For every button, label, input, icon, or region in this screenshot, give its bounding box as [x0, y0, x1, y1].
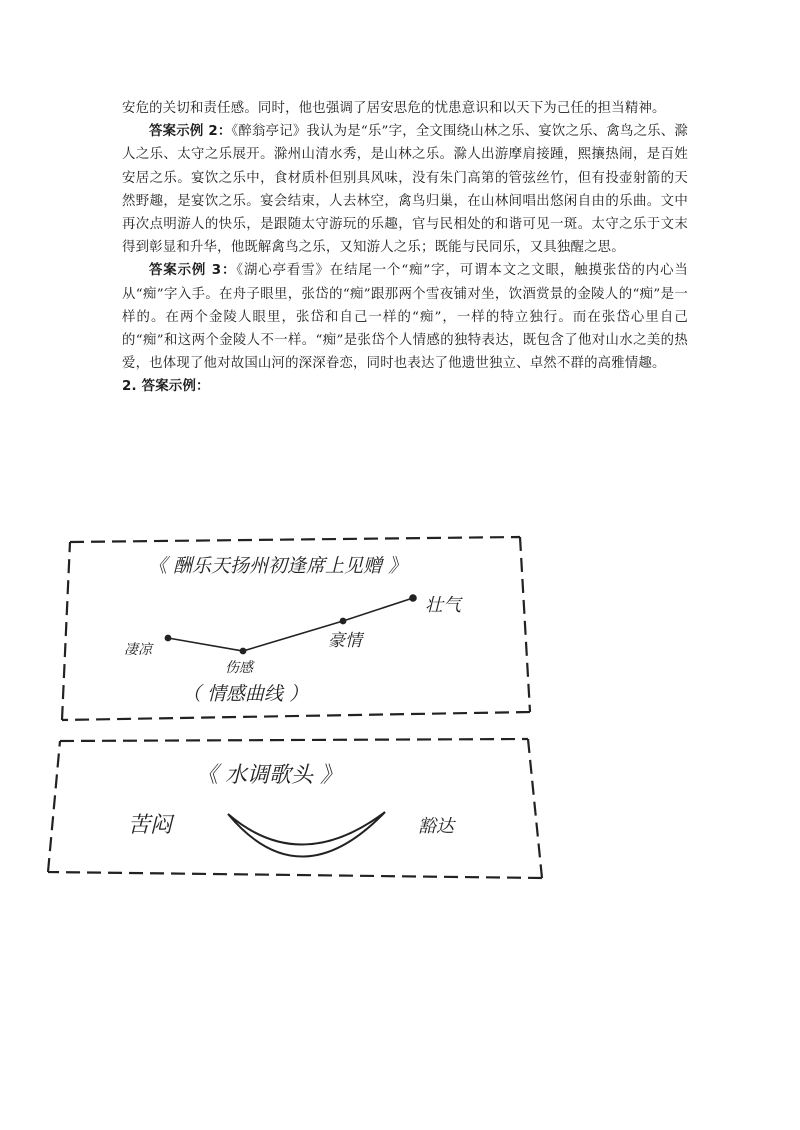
figure2-right-label: 豁达 — [418, 816, 454, 837]
section-heading: 2. 答案示例： — [122, 379, 210, 395]
curve-label-3: 豪情 — [328, 631, 362, 651]
curve-label-1: 凄凉 — [124, 642, 152, 658]
curve-point-1 — [165, 635, 170, 640]
figure2-frame — [48, 739, 542, 878]
curve-label-4: 壮气 — [425, 595, 461, 616]
curve-point-2 — [240, 648, 245, 653]
curve-point-4 — [410, 595, 416, 601]
answer-label-2: 答案示例 2： — [149, 124, 232, 140]
figure2-left-label: 苦闷 — [128, 813, 173, 838]
figure1-title: 《 酬乐天扬州初逢席上见赠 》 — [148, 555, 408, 577]
figure2-title: 《 水调歌头 》 — [196, 763, 342, 788]
curve-label-2: 伤感 — [225, 660, 253, 676]
paragraph-3-text: 《湖心亭看雪》在结尾一个“痴”字，可谓本文之文眼，触摸张岱的内心当从“痴”字入手。在舟子眼里，张岱的“痴”跟那两个雪夜铺对坐，饮酒赏景的金陵人的“痴”是一样的。在两个金陵人眼里，张岱和自己一样的“痴”，一样的特立独行。而在张岱心里自己的“痴”和这两个金陵人不一样。“痴”是张岱个人情感的独特表达，既包含了他对山水之美的热爱，也体现了他对故国山河的深深眷恋，同时也表达了他遗世独立、卓然不群的高雅情趣。 — [122, 263, 688, 372]
curve-point-3 — [340, 618, 345, 623]
crescent-curve — [228, 812, 385, 857]
paragraph-2-text: 《醉翁亭记》我认为是“乐”字，全文围绕山林之乐、宴饮之乐、禽鸟之乐、滁人之乐、太守之乐展开。滁州山清水秀，是山林之乐。滁人出游摩肩接踵，熙攘热闹，是百姓安居之乐。宴饮之乐中，食材质朴但别具风味，没有朱门高第的管弦丝竹，但有投壶射箭的天然野趣，是宴饮之乐。宴会结束，人去林空，禽鸟归巢，在山林间唱出悠闲自由的乐曲。文中再次点明游人的快乐，是跟随太守游玩的乐趣，官与民相处的和谐可见一斑。太守之乐于文末得到彰显和升华，他既解禽鸟之乐，又知游人之乐；既能与民同乐，又具独醒之思。 — [122, 124, 688, 256]
figure1-caption: （ 情感曲线 ） — [182, 683, 309, 705]
answer-label-3: 答案示例 3： — [149, 263, 237, 279]
paragraph-1-text: 安危的关切和责任感。同时，他也强调了居安思危的忧患意识和以天下为己任的担当精神。 — [122, 101, 666, 116]
emotion-curve — [165, 595, 416, 654]
